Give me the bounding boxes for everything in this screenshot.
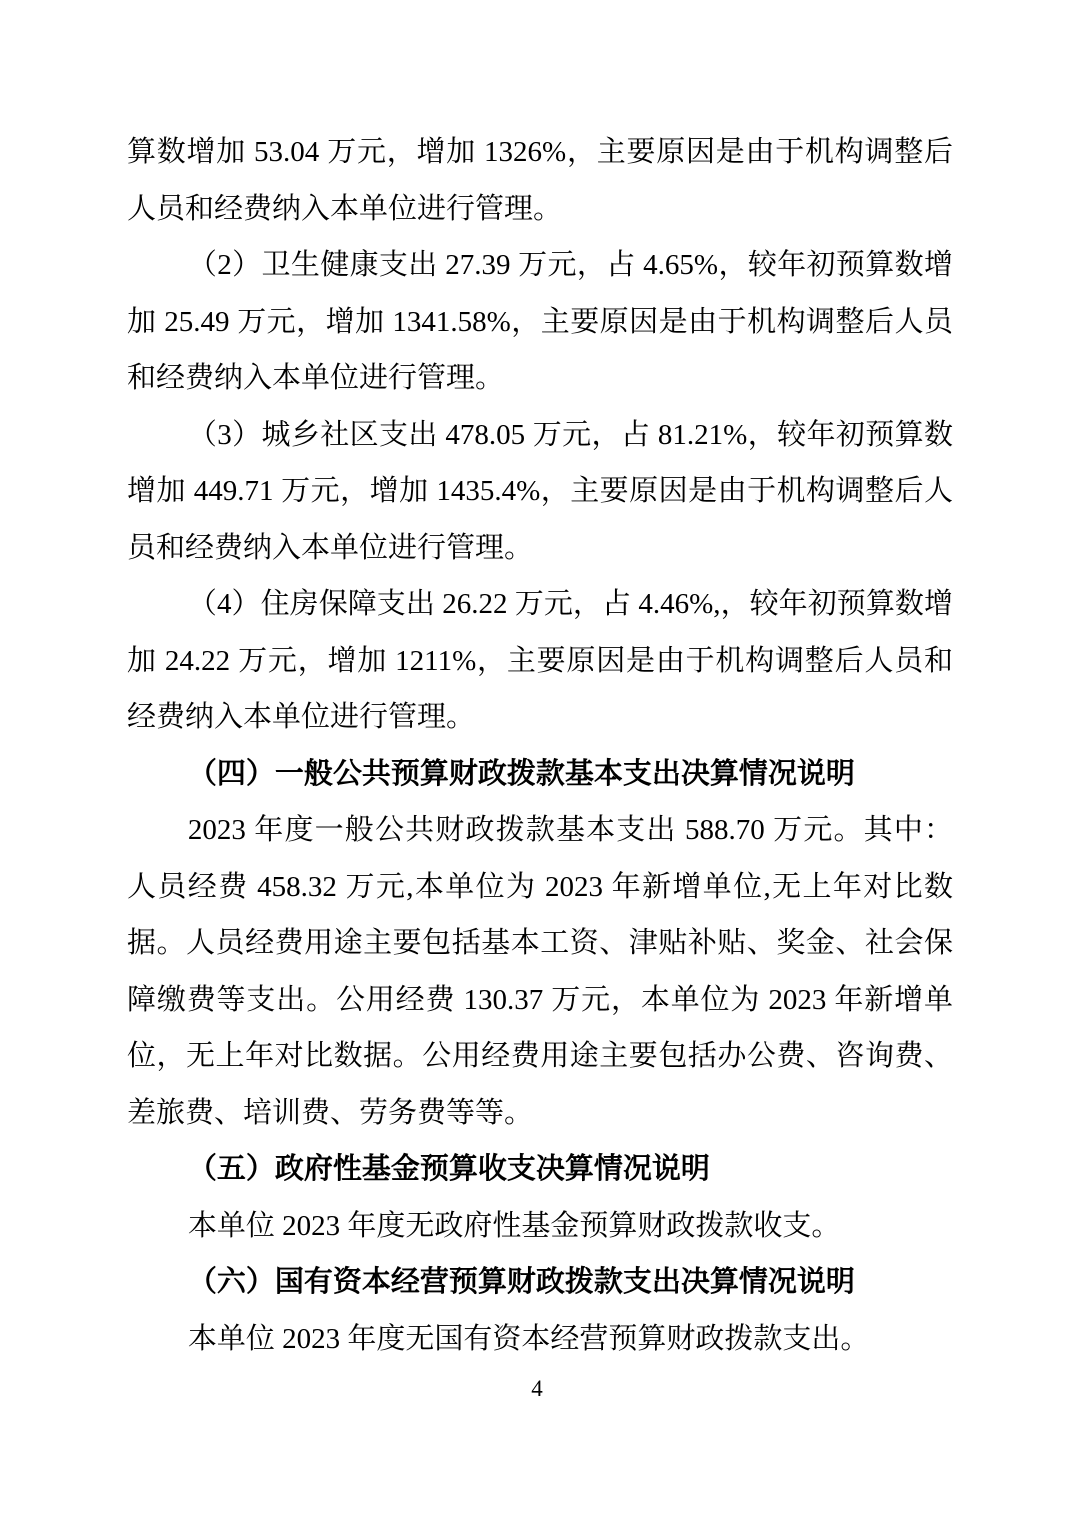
body-paragraph: 本单位 2023 年度无政府性基金预算财政拨款收支。	[187, 1209, 841, 1242]
page-number: 4	[531, 1376, 543, 1401]
body-paragraph: 2023 年度一般公共财政拨款基本支出 588.70 万元。其中：人员经费 458.32 万元,本单位为 2023 年新增单位,无上年对比数据。人员经费用途主要包括基本工资、津贴补贴、奖金、社会保障缴费等支出。公用经费 130.37 万元，本单位为 2023 年新增单位，无上年对比数据。公用经费用途主要包括办公费、咨询费、差旅费、培训费、劳务费等等。	[127, 814, 953, 1129]
document-body	[127, 124, 953, 1367]
section-heading: （五）政府性基金预算收支决算情况说明	[187, 1153, 710, 1185]
section-heading: （六）国有资本经营预算财政拨款支出决算情况说明	[187, 1266, 855, 1298]
body-paragraph: （4）住房保障支出 26.22 万元，占 4.46%,，较年初预算数增加 24.22 万元，增加 1211%，主要原因是由于机构调整后人员和经费纳入本单位进行管理。	[127, 588, 953, 733]
body-paragraph: （2）卫生健康支出 27.39 万元，占 4.65%，较年初预算数增加 25.49 万元，增加 1341.58%，主要原因是由于机构调整后人员和经费纳入本单位进行管理。	[127, 249, 953, 394]
section-heading: （四）一般公共预算财政拨款基本支出决算情况说明	[187, 757, 855, 790]
body-paragraph: 算数增加 53.04 万元，增加 1326%，主要原因是由于机构调整后人员和经费纳入本单位进行管理。	[127, 136, 953, 225]
body-paragraph: 本单位 2023 年度无国有资本经营预算财政拨款支出。	[187, 1322, 870, 1355]
body-paragraph: （3）城乡社区支出 478.05 万元，占 81.21%，较年初预算数增加 449.71 万元，增加 1435.4%，主要原因是由于机构调整后人员和经费纳入本单位进行管理。	[127, 418, 953, 564]
